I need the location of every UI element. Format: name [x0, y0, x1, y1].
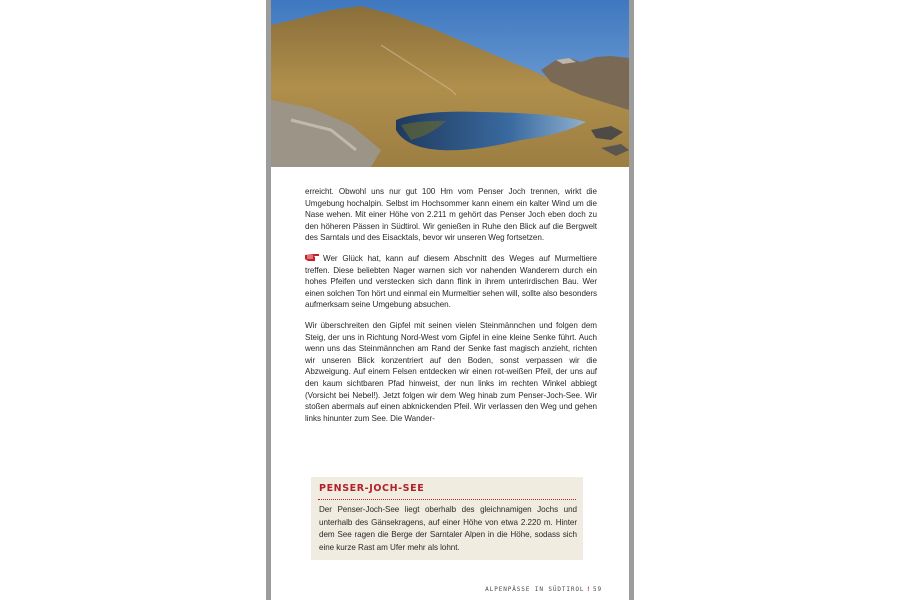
- footer-book-title: ALPENPÄSSE IN SÜDTIROL: [485, 586, 585, 593]
- mountain-lake-photo: [271, 0, 629, 167]
- photo-illustration: [271, 0, 629, 167]
- info-box-text: Der Penser-Joch-See liegt oberhalb des gleichnamigen Jochs und unterhalb des Gänsekragens, auf einer Höhe von etwa 2.220 m. Hinter dem See ragen die Berge der Sarntaler Alpen in die Höhe, sodass sich eine kurze Rast am Ufer mehr als lohnt.: [319, 505, 577, 552]
- info-box-title: PENSER-JOCH-SEE: [319, 483, 425, 494]
- main-text-column: [305, 186, 597, 424]
- paragraph-2-tip: [305, 253, 597, 311]
- paragraph-1: erreicht. Obwohl uns nur gut 100 Hm vom Penser Joch trennen, wirkt die Umgebung hochalpin. Selbst im Hochsommer kann einem ein kalter Wind um die Nase wehen. Mit einer Höhe von 2.211 m gehört das Penser Joch eben doch zu den höheren Pässen in Südtirol. Wir genießen in Ruhe den Blick auf die Bergwelt des Sarntals und des Eisacktals, bevor wir unseren Weg fortsetzen.: [305, 187, 597, 243]
- pointing-hand-icon: [305, 253, 320, 262]
- page-footer: [452, 586, 602, 593]
- paragraph-3: Wir überschreiten den Gipfel mit seinen vielen Steinmännchen und folgen dem Steig, der uns in Richtung Nord-West vom Gipfel in eine kleine Senke führt. Auch wenn uns das Steinmännchen am Rand der Senke fast magisch anzieht, richten wir unseren Blick konzentriert auf den Boden, sonst verpassen wir die Abzweigung. Auf einem Felsen entdecken wir einen rot-weißen Pfeil, der uns auf den kaum sichtbaren Pfad hinweist, der nun links im rechten Winkel abbiegt (Vorsicht bei Nebel!). Jetzt folgen wir dem Weg hinab zum Penser-Joch-See. Wir stoßen abermals auf einen abknickenden Pfeil. Wir verlassen den Weg und gehen links hinunter zum See. Die Wander-: [305, 320, 597, 423]
- dotted-divider: [318, 499, 576, 500]
- page-edge-right: [629, 0, 634, 600]
- paragraph-2-text: Wer Glück hat, kann auf diesem Abschnitt des Weges auf Murmeltiere treffen. Diese beliebten Nager warnen sich vor nahenden Wanderern durch ein hohes Pfeifen und verstecken sich dann flink in ihrem unterirdischen Bau. Wer einen solchen Ton hört und einmal ein Murmeltier sehen will, sollte also besonders aufmerksam seine Umgebung absuchen.: [305, 253, 597, 310]
- page-number: 59: [592, 586, 602, 593]
- footer-separator: !: [586, 586, 591, 593]
- info-box-penser-joch-see: [311, 477, 583, 560]
